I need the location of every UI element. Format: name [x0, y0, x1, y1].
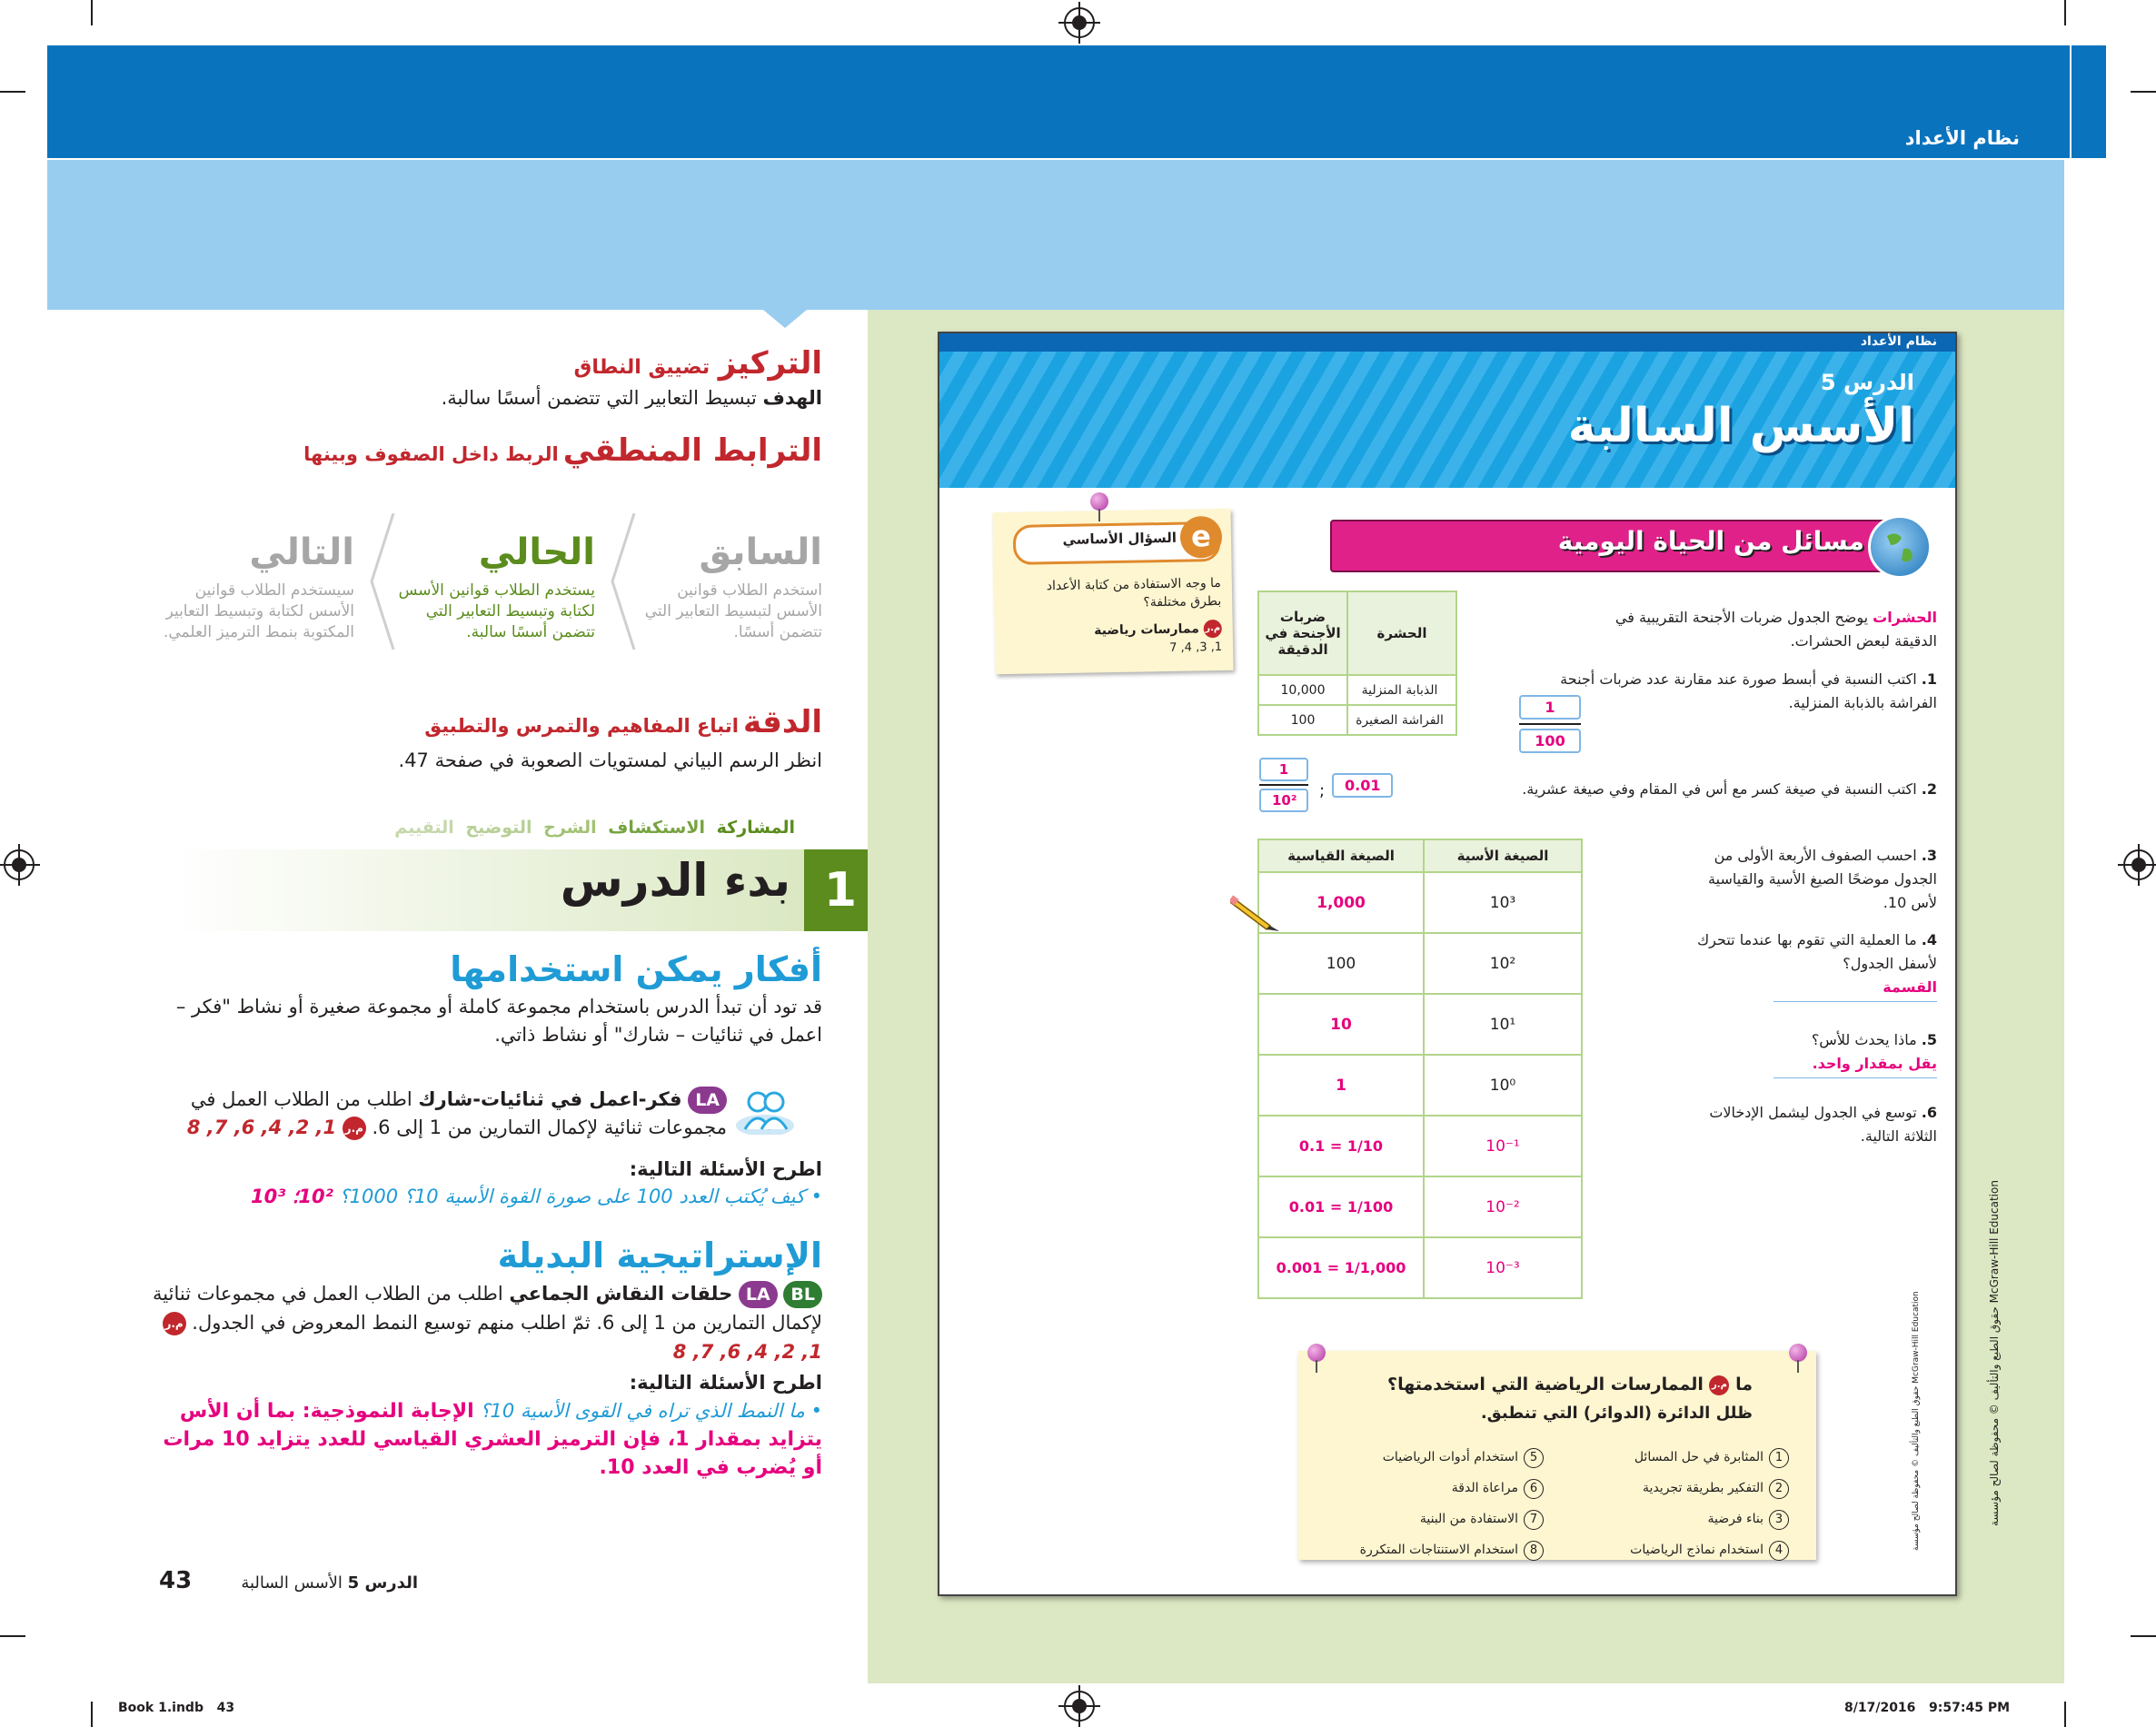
crop-mark [0, 91, 25, 93]
question-1: كيف يُكتب العدد 100 على صورة القوة الأسية 10؟ 1000؟ [339, 1186, 805, 1207]
q6-num: 6. [1921, 1104, 1937, 1121]
standard-cell: 0.001 = 1/1,000 [1258, 1237, 1424, 1298]
practice-circle[interactable]: 5 [1524, 1448, 1544, 1468]
ideas-title: أفكار يمكن استخدامها [450, 949, 822, 989]
exponential-cell: 10⁻¹ [1424, 1116, 1582, 1176]
exponential-cell [1424, 933, 1582, 994]
eq-label: السؤال الأساسي [1062, 529, 1177, 548]
q2-frac-num: 1 [1259, 758, 1308, 781]
current-text: يستخدم الطلاب قوانين الأسس لكتابة وتبسيط التعابير التي تتضمن أسسًا سالبة. [398, 581, 595, 641]
exponential-cell: 10¹ [1424, 994, 1582, 1055]
practice-item[interactable] [1307, 1504, 1544, 1534]
rigor-subtitle: اتباع المفاهيم والتمرس والتطبيق [424, 715, 739, 737]
la-badge: LA [688, 1087, 727, 1114]
crop-mark [2064, 1702, 2066, 1727]
exponential-cell: 10⁻² [1424, 1176, 1582, 1237]
exponential-cell: 10⁻³ [1424, 1237, 1582, 1298]
phase-explain: الشرح [543, 818, 597, 838]
question-2-answer: الإجابة النموذجية: بما أن الأس يتزايد بمقدار 1، فإن الترميز العشري القياسي للعدد يتزايد 10 مرات أو يُضرب في العدد 10. [163, 1400, 822, 1479]
q1-numerator: 1 [1519, 695, 1581, 720]
crop-mark [91, 0, 93, 25]
alt-mp: 1, 2, 4, 6, 7, 8 [672, 1341, 822, 1363]
eq-icon: e [1180, 516, 1223, 559]
practice-label: مراعاة الدقة [1451, 1481, 1518, 1495]
fraction-bar [1519, 723, 1581, 725]
q4-text: ما العملية التي تقوم بها عندما تتحرك لأسفل الجدول؟ [1696, 931, 1937, 972]
q1-text: اكتب النسبة في أبسط صورة عند مقارنة عدد ضربات أجنحة الفراشة بالذبابة المنزلية. [1560, 670, 1937, 711]
standard-cell: 1,000 [1258, 872, 1424, 933]
globe-icon [1868, 515, 1932, 579]
footer-title: الأسس السالبة [241, 1573, 343, 1593]
phase-evaluate: التقييم [394, 818, 454, 838]
question-5-block [1683, 1028, 1937, 1078]
header-pointer [763, 310, 807, 328]
ideas-text: قد تود أن تبدأ الدرس باستخدام مجموعة كاملة أو مجموعة صغيرة أو نشاط "فكر – اعمل في ثنائيات – شارك" أو نشاط ذاتي. [175, 996, 822, 1046]
standard-cell: 100 [1258, 933, 1424, 994]
practice-circle[interactable]: 2 [1769, 1479, 1789, 1499]
practice-label: استخدام نماذج الرياضيات [1630, 1543, 1764, 1557]
practice-circle[interactable]: 4 [1769, 1541, 1789, 1561]
q2-frac-den: 10² [1259, 789, 1308, 812]
lesson-title: الأسس السالبة [1567, 399, 1914, 453]
practice-item[interactable] [1571, 1534, 1789, 1565]
chapter-title: نظام الأعداد [1904, 127, 2020, 149]
registration-mark [2123, 849, 2154, 880]
outer-copyright: حقوق الطبع والتأليف © محفوظة لصالح مؤسسة McGraw-Hill Education [1988, 1180, 2001, 1526]
practice-label: التفكير بطريقة تجريدية [1643, 1481, 1764, 1495]
insect-table [1257, 591, 1457, 736]
q2-num: 2. [1921, 780, 1937, 798]
insect-col-name: الحشرة [1347, 591, 1456, 675]
q2-text: اكتب النسبة في صيغة كسر مع أس في المقام وفي صيغة عشرية. [1522, 780, 1917, 798]
pushpin-icon [1090, 492, 1108, 511]
practice-label: الاستفادة من البنية [1419, 1512, 1518, 1526]
next-text: سيستخدم الطلاب قوانين الأسس لكتابة وتبسيط التعابير المكتوبة بنمط الترميز العلمي. [163, 581, 354, 641]
page-footer [209, 1573, 418, 1593]
next-title: التالي [249, 531, 354, 573]
practices-prefix: ما [1735, 1375, 1753, 1395]
exponential-cell: 10³ [1424, 872, 1582, 933]
coherence-subtitle: الربط داخل الصفوف وبينها [303, 443, 559, 465]
ask-questions-1: اطرح الأسئلة التالية: • كيف يُكتب العدد 100 على صورة القوة الأسية 10؟ 1000؟ 10²؛ 10³ [250, 1158, 822, 1207]
q5-text: ماذا يحدث للأس؟ [1811, 1031, 1917, 1048]
mp-icon: م.ر [1709, 1375, 1729, 1395]
pushpin-icon [1789, 1344, 1807, 1362]
print-file: Book 1.indb 43 [118, 1701, 235, 1715]
standard-cell: 10 [1258, 994, 1424, 1055]
q2-decimal-answer [1332, 773, 1393, 798]
practices-col-2 [1307, 1442, 1544, 1565]
eq-mp [1094, 620, 1222, 640]
math-practices-note [1298, 1351, 1816, 1560]
focus-subtitle: تضييق النطاق [573, 356, 710, 379]
chevron-divider [368, 513, 395, 650]
phase-list [363, 818, 795, 838]
practice-circle[interactable]: 8 [1524, 1541, 1544, 1561]
question-3-block [1683, 844, 1937, 915]
insect-cell: الفراشة الصغيرة [1347, 705, 1456, 735]
q1-num: 1. [1921, 670, 1937, 688]
students-icon [736, 1086, 794, 1135]
previous-title: السابق [699, 531, 822, 573]
registration-mark [1064, 7, 1095, 38]
q5-num: 5. [1921, 1031, 1937, 1048]
eq-mp-label: ممارسات رياضية [1094, 621, 1200, 639]
question-1-answer: 10²؛ 10³ [250, 1186, 333, 1207]
real-world-title: مسائل من الحياة اليومية [1557, 526, 1864, 556]
ask-label-2: اطرح الأسئلة التالية: [629, 1372, 822, 1394]
goal-text: تبسيط التعابير التي تتضمن أسسًا سالبة. [441, 387, 757, 409]
phase-elaborate: التوضيح [465, 818, 532, 838]
rigor-section [145, 704, 822, 771]
practice-label: استخدام الاستنتاجات المتكررة [1359, 1543, 1518, 1557]
la-badge: LA [739, 1281, 778, 1308]
q2-fraction-answer [1259, 758, 1308, 812]
practice-label: بناء فرضية [1707, 1512, 1764, 1526]
eq-mp-values: 1, 3, 4, 7 [1169, 640, 1223, 655]
student-page-topbar [939, 333, 1955, 352]
alt-heading: حلقات النقاش الجماعي [509, 1283, 733, 1305]
alt-text: اطلب من الطلاب العمل في مجموعات ثنائية لإكمال التمارين من 1 إلى 6. ثمّ اطلب منهم توسيع النمط المعروض في الجدول. [153, 1283, 822, 1334]
insects-text: يوضح الجدول ضربات الأجنحة التقريبية في الدقيقة لبعض الحشرات. [1615, 609, 1937, 650]
practice-item[interactable] [1307, 1442, 1544, 1473]
essential-question-note [992, 509, 1233, 675]
pushpin-icon [1307, 1344, 1326, 1362]
think-pair-title: فكر-اعمل في ثنائيات-شارك [418, 1088, 682, 1110]
question-6-block [1683, 1101, 1937, 1148]
alt-strategy: الإستراتيجية البديلة BL LA حلقات النقاش الجماعي اطلب من الطلاب العمل في مجموعات ثنائية لإكمال التمارين من 1 إلى 6. ثمّ اطلب منهم توسيع النمط المعروض في الجدول. م.ر 1, 2, 4, 6, 7, 8 اطرح الأسئلة التالية: • ما النمط الذي تراه في القوى الأسية 10؟ الإجابة النموذجية: بما أن الأس يتزايد بمقدار 1، فإن الترميز العشري القياسي للعدد يتزايد 10 مرات أو يُضرب في العدد 10. [145, 1236, 822, 1482]
rigor-text: انظر الرسم البياني لمستويات الصعوبة في صفحة 47. [398, 749, 822, 771]
practice-circle[interactable]: 7 [1524, 1510, 1544, 1530]
mp-icon: م.ر [343, 1117, 366, 1140]
current-block [391, 531, 595, 643]
practice-circle[interactable]: 3 [1769, 1510, 1789, 1530]
q3-num: 3. [1921, 847, 1937, 864]
page-number: 43 [159, 1567, 193, 1594]
q4-answer: القسمة [1883, 978, 1937, 996]
current-title: الحالي [478, 531, 595, 573]
crop-mark [2131, 1635, 2156, 1637]
practice-item[interactable] [1571, 1442, 1789, 1473]
practices-heading [1387, 1375, 1753, 1395]
powers-col-standard: الصيغة القياسية [1258, 839, 1424, 872]
launch-number: 1 [813, 859, 868, 922]
insects-label: الحشرات [1873, 609, 1937, 626]
think-pair-text: اطلب من الطلاب العمل في مجموعات ثنائية لإكمال التمارين من 1 إلى 6. [190, 1088, 727, 1138]
powers-col-exponential: الصيغة الأسية [1424, 839, 1582, 872]
question-2-block [1510, 780, 1937, 798]
crop-mark [0, 1635, 25, 1637]
crop-mark [2064, 0, 2066, 25]
q1-answer [1519, 695, 1581, 753]
launch-title: بدء الدرس [560, 854, 790, 907]
previous-text: استخدم الطلاب قوانين الأسس لتبسيط التعابير التي تتضمن أسسًا. [644, 581, 822, 641]
header-banner [47, 45, 2070, 158]
lesson-label: الدرس 5 [1820, 370, 1914, 395]
insect-cell: 100 [1258, 705, 1347, 735]
bl-badge: BL [783, 1281, 822, 1308]
answer-line [1773, 1001, 1937, 1002]
header-tab [2072, 45, 2106, 158]
standard-cell: 0.01 = 1/100 [1258, 1176, 1424, 1237]
exponential-cell: 10⁰ [1424, 1055, 1582, 1116]
think-pair-share [145, 1086, 727, 1142]
insects-intro [1583, 606, 1937, 653]
exponential-value: 10² [1489, 954, 1516, 973]
coherence-title: الترابط المنطقي [562, 432, 822, 469]
insect-col-rate: ضربات الأجنحة في الدقيقة [1258, 591, 1347, 675]
practice-label: المثابرة في حل المسائل [1634, 1450, 1764, 1464]
question-4-block [1683, 928, 1937, 1002]
powers-table [1257, 839, 1583, 1299]
next-block [150, 531, 354, 643]
previous-block [636, 531, 822, 643]
crop-mark [91, 1702, 93, 1727]
focus-title: التركيز [718, 345, 822, 382]
question-1-block [1555, 668, 1937, 715]
think-pair-mp: 1, 2, 4, 6, 7, 8 [186, 1117, 337, 1138]
practice-item[interactable] [1307, 1534, 1544, 1565]
alt-title: الإستراتيجية البديلة [497, 1236, 822, 1275]
goal-label: الهدف [762, 387, 822, 409]
q1-denominator: 100 [1519, 729, 1581, 753]
eq-text: ما وجه الاستفادة من كتابة الأعداد بطرق مختلفة؟ [1046, 575, 1222, 610]
mp-icon: م.ر [1204, 620, 1222, 638]
q6-text: توسع في الجدول ليشمل الإدخالات الثلاثة التالية. [1709, 1104, 1937, 1145]
insect-cell: الذبابة المنزلية [1347, 675, 1456, 705]
fraction-bar [1259, 784, 1308, 786]
practice-label: استخدام أدوات الرياضيات [1382, 1450, 1518, 1464]
standard-cell: 1 [1258, 1055, 1424, 1116]
header-band [47, 160, 2064, 310]
insect-cell: 10,000 [1258, 675, 1347, 705]
practice-item[interactable] [1571, 1504, 1789, 1534]
practices-col-1 [1571, 1442, 1789, 1565]
ideas-section [145, 949, 822, 1049]
q4-num: 4. [1921, 931, 1937, 948]
standard-cell: 0.1 = 1/10 [1258, 1116, 1424, 1176]
focus-section [145, 345, 822, 469]
student-chapter: نظام الأعداد [1860, 334, 1937, 349]
q5-answer: يقل بمقدار واحد. [1812, 1055, 1937, 1072]
phase-explore: الاستكشاف [608, 818, 705, 838]
phase-engage: المشاركة [716, 818, 795, 838]
separator: ; [1319, 781, 1326, 800]
rigor-title: الدقة [743, 704, 822, 740]
practice-item[interactable] [1571, 1473, 1789, 1504]
student-page [938, 332, 1957, 1596]
ask-label: اطرح الأسئلة التالية: [629, 1158, 822, 1180]
practices-subtitle: ظلل الدائرة (الدوائر) التي تنطبق. [1480, 1404, 1753, 1423]
registration-mark [4, 849, 35, 880]
practice-item[interactable] [1307, 1473, 1544, 1504]
q2-decimal: 0.01 [1332, 773, 1393, 798]
question-2: ما النمط الذي تراه في القوى الأسية 10؟ [480, 1400, 805, 1422]
practices-title: الممارسات الرياضية التي استخدمتها؟ [1387, 1375, 1704, 1395]
registration-mark [1064, 1691, 1095, 1722]
practice-circle[interactable]: 1 [1769, 1448, 1789, 1468]
q3-text: احسب الصفوف الأربعة الأولى من الجدول موضحًا الصيغ الأسية والقياسية لأس 10. [1708, 847, 1937, 911]
chevron-divider [609, 513, 636, 650]
print-timestamp: 8/17/2016 9:57:45 PM [1844, 1701, 2011, 1715]
footer-lesson: الدرس 5 [347, 1573, 418, 1593]
crop-mark [2131, 91, 2156, 93]
pencil-icon [1230, 895, 1281, 931]
practice-circle[interactable]: 6 [1524, 1479, 1544, 1499]
mp-icon: م.ر [163, 1312, 186, 1335]
inner-copyright: حقوق الطبع والتأليف © محفوظة لصالح مؤسسة McGraw-Hill Education [1912, 1291, 1921, 1551]
